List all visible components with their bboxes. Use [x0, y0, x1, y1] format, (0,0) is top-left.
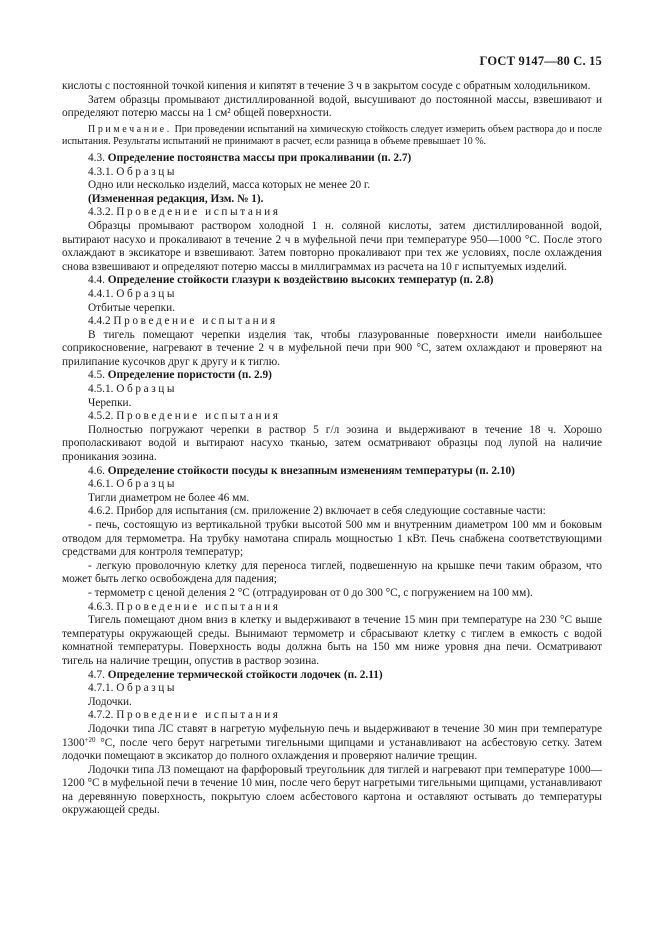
list-item: - печь, состоящую из вертикальной трубки высотой 500 мм и внутренним диаметром 100 мм и боковым отводом для термометра. На трубку намотана спираль мощностью 1 кВт. Печь снабжена соответствующими средствами для контроля температур;: [62, 519, 602, 559]
subsection-heading: [62, 682, 602, 696]
paragraph: Тигли диаметром не более 46 мм.: [88, 491, 250, 504]
subsection-number: 4.6.1.: [88, 478, 114, 491]
note-text: При проведении испытаний на химическую стойкость следует измерить объем раствора до и после испытания. Результаты испытаний не принимают в расчет, если разница в объеме превышает 10 %.: [62, 123, 602, 148]
subsection-title: Образцы: [116, 478, 178, 491]
subsection-title: Проведение испытания: [116, 600, 281, 613]
paragraph: кислоты с постоянной точкой кипения и кипятят в течение 3 ч в закрытом сосуде с обратным холодильником.: [62, 80, 591, 92]
paragraph: Образцы промывают раствором холодной 1 н. соляной кислоты, затем дистиллированной водой, вытирают насухо и прокаливают в течение 2 ч в муфельной печи при температуре 950—1000 °С. После этого охлаждают в эксикаторе и взвешивают. Затем повторно прокаливают при тех же условиях, после охлаждения снова взвешивают и определяют потерю массы в миллиграммах из расчета на 10 г испытуемых изделий.: [62, 219, 602, 273]
subsection-number: 4.3.1.: [88, 165, 114, 178]
subsection-number: 4.4.2: [88, 315, 111, 328]
paragraph: В тигель помещают черепки изделия так, чтобы глазурованные поверхности имели наибольшее соприкосновение, нагревают в течение 2 ч в муфельной печи при 900 °С, затем охлаждают и проверяют на прилипание кусочков друг к другу и к тиглю.: [62, 328, 602, 368]
paragraph: Одно или несколько изделий, масса которых не менее 20 г.: [88, 179, 371, 192]
subsection-title: Проведение испытания: [116, 410, 281, 423]
subsection-title: Образцы: [116, 383, 178, 396]
list-item: - термометр с ценой деления 2 °С (отградуирован от 0 до 300 °С, с погружением на 100 мм).: [88, 586, 533, 599]
subsection-title: Проведение испытания: [116, 206, 281, 219]
subsection-heading: [62, 709, 602, 723]
subsection-heading: [62, 410, 602, 424]
subsection-heading: [62, 601, 602, 615]
section-heading: [62, 465, 602, 479]
paragraph: Лодочки типа ЛС ставят в нагретую муфельную печь и выдерживают в течение 30 мин при температуре $1300^{+20}$ °С, после чего берут нагретыми тигельными щипцами и устанавливают на асбестовую сетку. Затем лодочки помещают в эксикатор до полного охлаждения и проверяют наличие трещин.: [62, 722, 602, 763]
subsection-number: 4.7.1.: [88, 682, 114, 695]
section-title: Определение стойкости глазури к воздействию высоких температур (п. 2.8): [107, 274, 494, 287]
paragraph: Лодочки.: [88, 695, 132, 708]
section-number: 4.5.: [88, 369, 105, 382]
subsection-heading: [62, 383, 602, 397]
section-number: 4.6.: [88, 464, 105, 477]
subsection-heading: [62, 288, 602, 302]
page-header: ГОСТ 9147—80 С. 15: [479, 54, 602, 68]
subsection-title: Проведение испытания: [113, 315, 278, 328]
subsection-title: Образцы: [116, 165, 178, 178]
section-number: 4.7.: [88, 668, 105, 681]
subsection-number: 4.4.1.: [88, 287, 114, 300]
paragraph: Полностью погружают черепки в раствор 5 г/л эозина и выдерживают в течение 18 ч. Хорошо прополаскивают водой и вытирают насухо тканью, затем осматривают образцы под лупой на наличие проникания эозина.: [62, 423, 602, 464]
subsection-number: 4.7.2.: [88, 709, 114, 722]
section-title: Определение стойкости посуды к внезапным изменениям температуры (п. 2.10): [107, 464, 515, 477]
section-title: Определение пористости (п. 2.9): [107, 369, 272, 382]
paragraph: Затем образцы промывают дистиллированной водой, высушивают до постоянной массы, взвешивают и определяют потерю массы на 1 см² общей поверхности.: [62, 93, 602, 120]
section-number: 4.3.: [88, 151, 105, 164]
section-title: Определение термической стойкости лодочек (п. 2.11): [107, 668, 383, 681]
paragraph: Тигель помещают дном вниз в клетку и выдерживают в течение 15 мин при температуре на 230 °С выше температуры окружающей среды. Вынимают термометр и сбрасывают клетку с тиглем в емкость с водой комнатной температуры. Поверхность воды должна быть на 150 мм ниже уровня дна печи. Осматривают тигель на наличие трещин, опустив в раствор эозина.: [62, 614, 602, 667]
subsection-title: Проведение испытания: [116, 709, 281, 722]
section-heading: [62, 669, 602, 683]
document-body: [62, 80, 602, 818]
section-title: Определение постоянства массы при прокаливании (п. 2.7): [107, 151, 412, 164]
section-heading: [62, 369, 602, 383]
amendment-note: (Измененная редакция, Изм. № 1).: [88, 192, 264, 205]
section-number: 4.4.: [88, 274, 105, 287]
subsection-heading: [62, 206, 602, 220]
subsection-number: 4.5.2.: [88, 410, 114, 423]
superscript-tolerance: +20: [84, 735, 96, 744]
section-heading: [62, 152, 602, 166]
subsection-heading: [62, 478, 602, 492]
note: [62, 124, 602, 149]
section-heading: [62, 274, 602, 288]
subsection-title: Образцы: [116, 682, 178, 695]
list-item: - легкую проволочную клетку для переноса тиглей, подвешенную на крышке печи таким образом, что может быть легко освобождена для падения;: [62, 559, 602, 586]
subsection-number: 4.5.1.: [88, 383, 114, 396]
paragraph: Отбитые черепки.: [88, 301, 176, 314]
subsection-heading: [62, 315, 602, 329]
subsection-number: 4.6.3.: [88, 600, 114, 613]
subsection-heading: [62, 166, 602, 180]
subsection-number: 4.3.2.: [88, 206, 114, 219]
note-label: Примечание.: [88, 123, 172, 135]
paragraph: Лодочки типа ЛЗ помещают на фарфоровый треугольник для тиглей и нагревают при температуре 1000—1200 °С в муфельной печи в течение 10 мин, после чего берут нагретыми тигельными щипцами, устанавливают на деревянную поверхность, покрытую слоем асбестового картона и оставляют остывать до температуры окружающей среды.: [62, 763, 602, 817]
paragraph: 4.6.2. Прибор для испытания (см. приложение 2) включает в себя следующие составные части:: [88, 505, 546, 518]
subsection-title: Образцы: [116, 287, 178, 300]
paragraph: Черепки.: [88, 396, 132, 409]
